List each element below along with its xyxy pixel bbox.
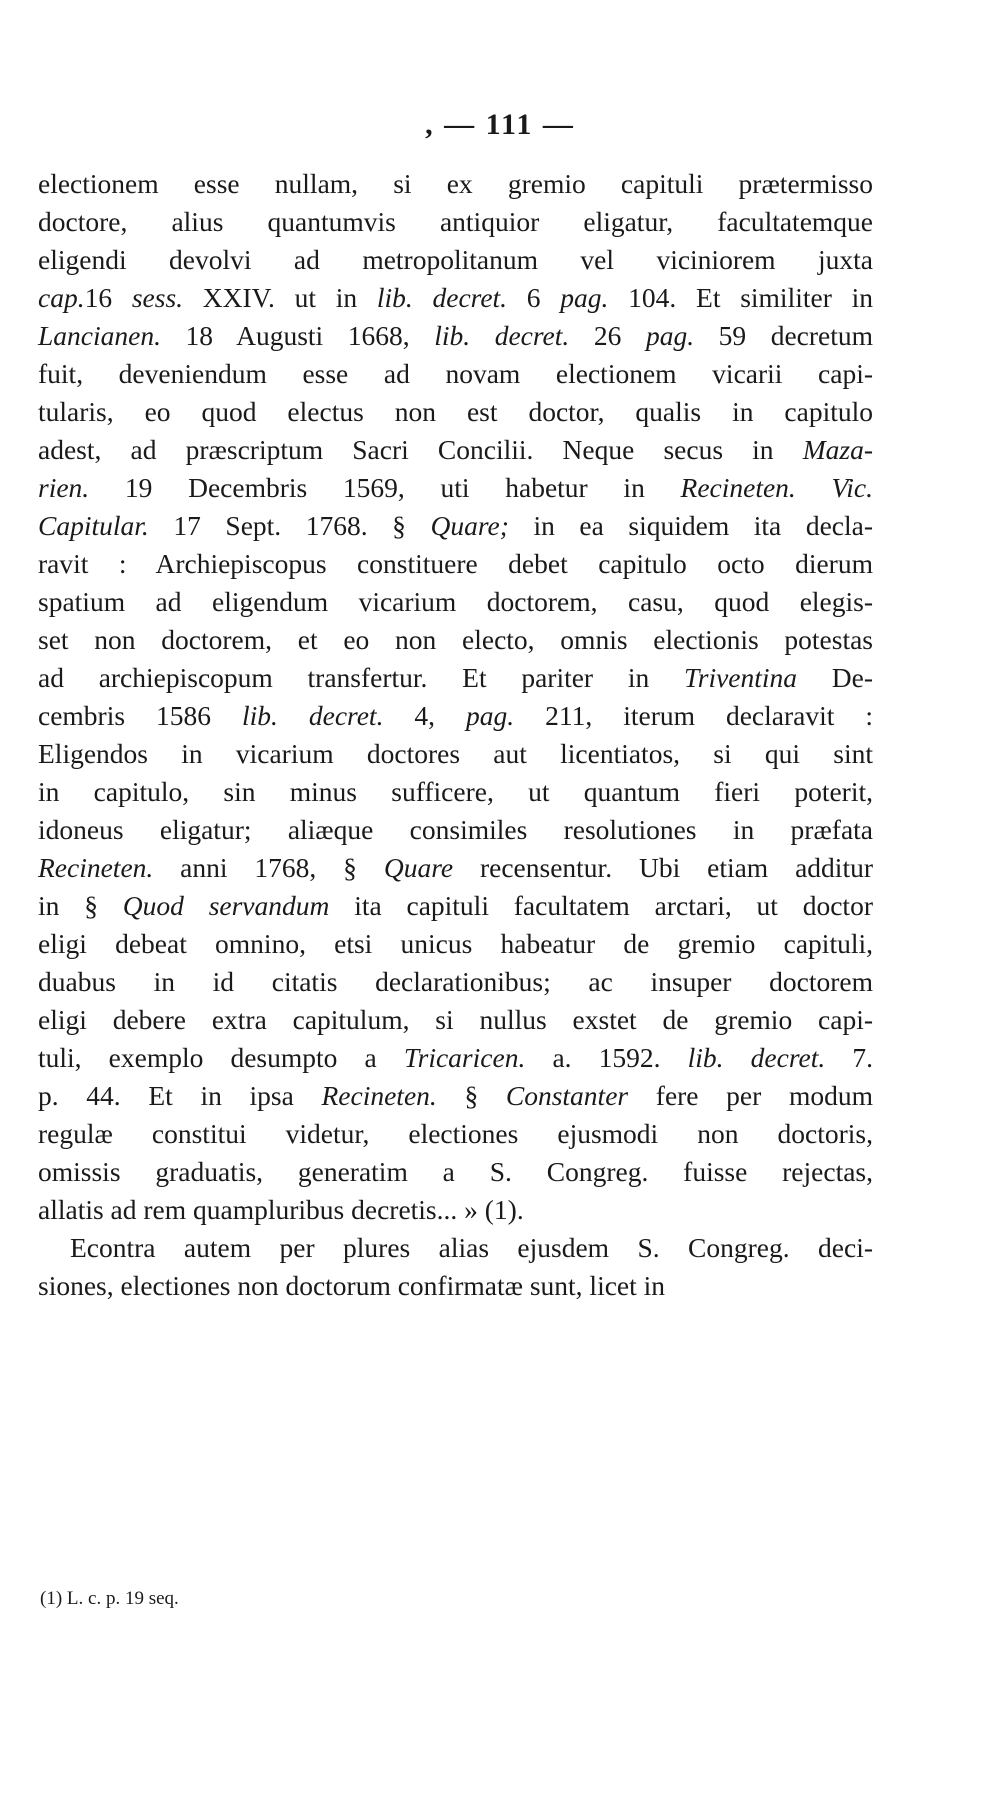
text-segment: adest, ad præscriptum Sacri Concilii. Neque secus in bbox=[38, 434, 803, 465]
text-segment: De- bbox=[797, 662, 873, 693]
text-line bbox=[38, 203, 873, 241]
text-segment: 7. bbox=[825, 1042, 873, 1073]
italic-text: Lancianen. bbox=[38, 320, 161, 351]
text-line bbox=[38, 925, 873, 963]
text-segment: in capitulo, sin minus sufficere, ut quantum fieri poterit, bbox=[38, 776, 873, 807]
text-line bbox=[38, 317, 873, 355]
text-line bbox=[38, 393, 873, 431]
italic-text: sess. bbox=[131, 282, 184, 313]
text-line bbox=[38, 1001, 873, 1039]
text-segment: 6 bbox=[507, 282, 561, 313]
text-segment: allatis ad rem quampluribus decretis... » (1). bbox=[38, 1194, 524, 1225]
text-line bbox=[38, 469, 873, 507]
text-line bbox=[38, 1267, 873, 1305]
italic-text: Triventina bbox=[683, 662, 798, 693]
text-line bbox=[38, 697, 873, 735]
text-line bbox=[38, 735, 873, 773]
italic-text: cap. bbox=[38, 282, 85, 313]
italic-text: Quare; bbox=[430, 510, 509, 541]
text-line bbox=[38, 355, 873, 393]
text-segment: Eligendos in vicarium doctores aut licentiatos, si qui sint bbox=[38, 738, 873, 769]
text-segment: omissis graduatis, generatim a S. Congreg. fuisse rejectas, bbox=[38, 1156, 873, 1187]
text-segment: 19 Decembris 1569, uti habetur in bbox=[89, 472, 681, 503]
text-segment: a. 1592. bbox=[525, 1042, 688, 1073]
text-line bbox=[38, 1039, 873, 1077]
italic-text: Constanter bbox=[505, 1080, 629, 1111]
italic-text: Maza- bbox=[802, 434, 873, 465]
text-segment: 26 bbox=[569, 320, 646, 351]
text-segment: doctore, alius quantumvis antiquior eligatur, facultatemque bbox=[38, 206, 873, 237]
italic-text: Quare bbox=[383, 852, 454, 883]
footnote: (1) L. c. p. 19 seq. bbox=[40, 1588, 179, 1609]
text-segment: XXIV. ut in bbox=[183, 282, 377, 313]
text-segment: 18 Augusti 1668, bbox=[160, 320, 435, 351]
text-line bbox=[38, 1229, 873, 1267]
italic-text: Recineten. Vic. bbox=[680, 472, 873, 503]
text-segment: fere per modum bbox=[628, 1080, 873, 1111]
italic-text: lib. decret. bbox=[376, 282, 508, 313]
text-segment: regulæ constitui videtur, electiones ejusmodi non doctoris, bbox=[38, 1118, 873, 1149]
text-segment: recensentur. Ubi etiam additur bbox=[453, 852, 873, 883]
text-segment: 59 decretum bbox=[694, 320, 874, 351]
text-line bbox=[38, 887, 873, 925]
text-segment: ravit : Archiepiscopus constituere debet capitulo octo dierum bbox=[38, 548, 873, 579]
text-segment: siones, electiones non doctorum confirmatæ sunt, licet in bbox=[38, 1270, 666, 1301]
text-line bbox=[38, 431, 873, 469]
italic-text: pag. bbox=[466, 700, 515, 731]
text-line bbox=[38, 241, 873, 279]
text-segment: ita capituli facultatem arctari, ut doctor bbox=[329, 890, 873, 921]
text-line bbox=[38, 1191, 873, 1229]
text-line bbox=[38, 1153, 873, 1191]
text-segment: p. 44. Et in ipsa bbox=[38, 1080, 322, 1111]
text-line bbox=[38, 811, 873, 849]
text-segment: set non doctorem, et eo non electo, omnis electionis potestas bbox=[38, 624, 873, 655]
italic-text: lib. decret. bbox=[434, 320, 570, 351]
text-segment: 17 Sept. 1768. § bbox=[148, 510, 431, 541]
italic-text: Quod servandum bbox=[122, 890, 330, 921]
text-segment: 211, iterum declaravit : bbox=[514, 700, 873, 731]
text-segment: spatium ad eligendum vicarium doctorem, casu, quod elegis- bbox=[38, 586, 873, 617]
italic-text: Recineten. bbox=[321, 1080, 437, 1111]
main-text bbox=[38, 165, 873, 1305]
text-segment: in § bbox=[38, 890, 123, 921]
text-segment: cembris 1586 bbox=[38, 700, 242, 731]
page-header: , — 111 — bbox=[425, 108, 575, 141]
text-segment: tuli, exemplo desumpto a bbox=[38, 1042, 404, 1073]
italic-text: Recineten. bbox=[38, 852, 154, 883]
italic-text: pag. bbox=[560, 282, 609, 313]
italic-text: Capitular. bbox=[38, 510, 149, 541]
italic-text: lib. decret. bbox=[242, 700, 384, 731]
text-segment: 4, bbox=[383, 700, 467, 731]
text-segment: eligendi devolvi ad metropolitanum vel viciniorem juxta bbox=[38, 244, 873, 275]
text-line bbox=[38, 773, 873, 811]
text-segment: ad archiepiscopum transfertur. Et pariter in bbox=[38, 662, 684, 693]
text-segment: anni 1768, § bbox=[153, 852, 384, 883]
text-line bbox=[38, 165, 873, 203]
italic-text: rien. bbox=[38, 472, 90, 503]
text-segment: 104. Et similiter in bbox=[608, 282, 873, 313]
text-line bbox=[38, 659, 873, 697]
text-line bbox=[38, 1115, 873, 1153]
text-line bbox=[38, 621, 873, 659]
text-segment: § bbox=[436, 1080, 506, 1111]
italic-text: pag. bbox=[645, 320, 695, 351]
text-line bbox=[38, 279, 873, 317]
text-segment: Econtra autem per plures alias ejusdem S. Congreg. deci- bbox=[70, 1232, 873, 1263]
text-segment: fuit, deveniendum esse ad novam electionem vicarii capi- bbox=[38, 358, 873, 389]
text-line bbox=[38, 583, 873, 621]
text-line bbox=[38, 507, 873, 545]
text-segment: electionem esse nullam, si ex gremio capituli prætermisso bbox=[38, 168, 873, 199]
text-segment: in ea siquidem ita decla- bbox=[508, 510, 873, 541]
italic-text: Tricaricen. bbox=[403, 1042, 526, 1073]
text-segment: idoneus eligatur; aliæque consimiles resolutiones in præfata bbox=[38, 814, 873, 845]
text-line bbox=[38, 545, 873, 583]
text-line bbox=[38, 963, 873, 1001]
text-segment: tularis, eo quod electus non est doctor, qualis in capitulo bbox=[38, 396, 873, 427]
italic-text: lib. decret. bbox=[687, 1042, 826, 1073]
text-segment: eligi debeat omnino, etsi unicus habeatur de gremio capituli, bbox=[38, 928, 873, 959]
text-line bbox=[38, 1077, 873, 1115]
text-segment: duabus in id citatis declarationibus; ac insuper doctorem bbox=[38, 966, 873, 997]
text-line bbox=[38, 849, 873, 887]
text-segment: 16 bbox=[84, 282, 132, 313]
text-segment: eligi debere extra capitulum, si nullus exstet de gremio capi- bbox=[38, 1004, 873, 1035]
